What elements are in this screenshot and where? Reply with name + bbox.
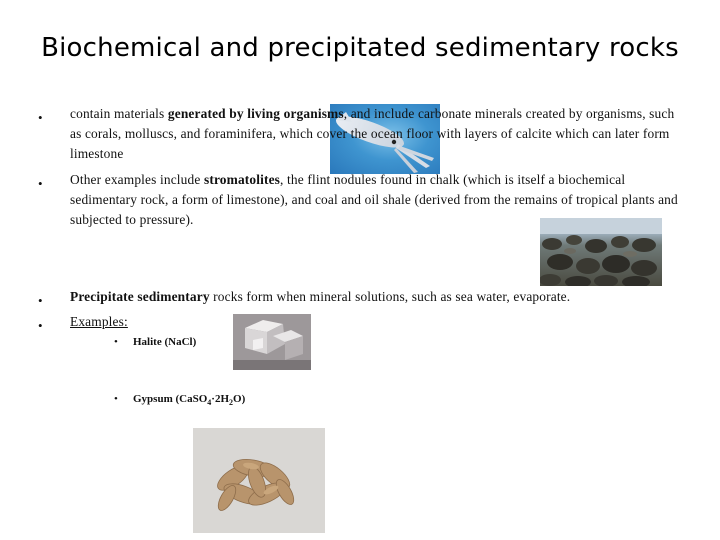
bullet-bold-text: Precipitate sedimentary <box>70 289 210 304</box>
bullet-examples: Examples: <box>70 314 128 329</box>
slide-title: Biochemical and precipitated sedimentary rocks <box>41 33 679 63</box>
gypsum-formula-part: O) <box>233 393 246 405</box>
gypsum-formula-part: ·2H <box>211 393 230 405</box>
bullet-stromatolites <box>70 170 680 230</box>
bullet-precipitate <box>70 287 690 307</box>
example-gypsum <box>133 393 245 407</box>
gypsum-formula-part: Gypsum (CaSO <box>133 393 208 405</box>
gypsum-desert-rose-photo <box>193 428 325 533</box>
bullet-marker: • <box>38 176 43 191</box>
sub-bullet-marker: • <box>114 393 118 405</box>
bullet-marker: • <box>38 110 43 125</box>
bullet-living-organisms <box>70 104 680 164</box>
bullet-text: contain materials <box>70 106 168 121</box>
bullet-text: Other examples include <box>70 172 204 187</box>
bullet-text: , the flint nodules found in chalk (which is itself a biochemical sedimentary rock, a form of limestone), and coal and oil shale (derived from the remains of tropical plants and subjected to pressure). <box>70 172 678 227</box>
bullet-text: , and include carbonate minerals created by organisms, such as corals, molluscs, and foraminifera, which cover the ocean floor with layers of calcite which can later form limestone <box>70 106 675 161</box>
gypsum-formula-subscript: 4 <box>207 398 212 408</box>
bullet-marker: • <box>38 293 43 308</box>
sub-bullet-marker: • <box>114 336 118 348</box>
example-halite <box>133 336 196 348</box>
bullet-bold-text: stromatolites <box>203 172 281 187</box>
bullet-bold-text: generated by living organisms <box>167 106 344 121</box>
example-halite-label: Halite (NaCl) <box>133 336 197 348</box>
bullet-text: rocks form when mineral solutions, such as sea water, evaporate. <box>209 289 571 304</box>
example-gypsum-label <box>133 393 246 408</box>
bullet-marker: • <box>38 318 43 333</box>
gypsum-formula-subscript: 2 <box>229 398 234 408</box>
